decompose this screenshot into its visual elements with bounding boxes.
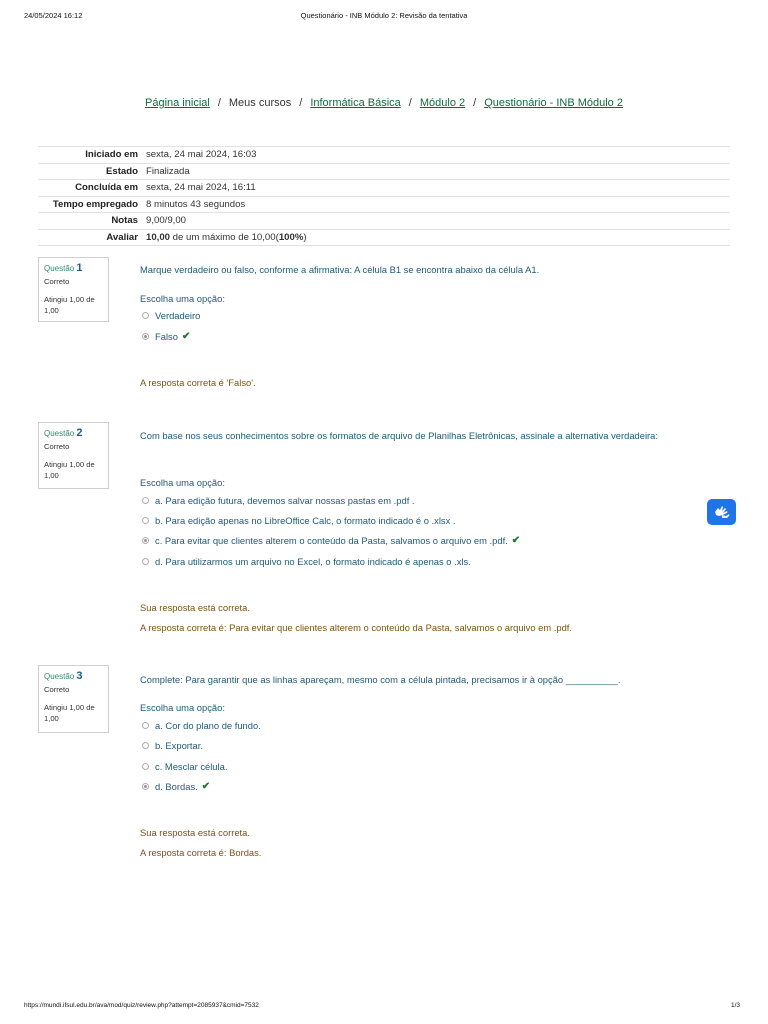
option-label: a. Cor do plano de fundo. [155, 720, 261, 731]
question-3-info [38, 665, 109, 733]
question-2-text: Com base nos seus conhecimentos sobre os formatos de arquivo de Planilhas Eletrônicas, assinale a alternativa verdadeira: [140, 430, 658, 441]
grade-value: 10,00 [146, 231, 171, 243]
question-2-option-c[interactable] [142, 535, 520, 546]
option-label: b. Exportar. [155, 740, 203, 751]
question-label: Questão [44, 429, 75, 438]
question-2-prompt: Escolha uma opção: [140, 477, 225, 488]
question-number: 2 [76, 427, 83, 439]
sign-language-hands-icon [712, 503, 732, 521]
summary-key: Iniciado em [38, 147, 142, 164]
summary-row [38, 213, 730, 230]
question-1-prompt: Escolha uma opção: [140, 293, 225, 304]
radio-button[interactable] [142, 722, 149, 729]
radio-button-checked[interactable] [142, 783, 149, 790]
question-3-option-c[interactable] [142, 761, 227, 772]
radio-button[interactable] [142, 763, 149, 770]
radio-button[interactable] [142, 558, 149, 565]
summary-row [38, 196, 730, 213]
breadcrumb-my-courses: Meus cursos [228, 97, 292, 109]
summary-row [38, 229, 730, 246]
option-label: a. Para edição futura, devemos salvar nossas pastas em .pdf . [155, 495, 415, 506]
breadcrumb-separator: / [473, 97, 477, 109]
question-grade: Atingiu 1,00 de 1,00 [44, 460, 95, 480]
question-1-option-true[interactable] [142, 310, 200, 321]
question-3-feedback: Sua resposta está correta. [140, 827, 250, 838]
question-1-text: Marque verdadeiro ou falso, conforme a afirmativa: A célula B1 se encontra abaixo da célula A1. [140, 264, 540, 275]
option-label: d. Bordas. [155, 781, 198, 792]
summary-key: Avaliar [38, 229, 142, 246]
print-page-number: 1/3 [730, 1002, 740, 1009]
check-icon: ✔ [511, 535, 521, 546]
question-3-option-a[interactable] [142, 720, 261, 731]
summary-value: sexta, 24 mai 2024, 16:11 [142, 180, 730, 197]
check-icon: ✔ [201, 781, 211, 792]
summary-key: Notas [38, 213, 142, 230]
summary-value: 8 minutos 43 segundos [142, 196, 730, 213]
question-state: Correto [44, 442, 70, 451]
summary-key: Estado [38, 163, 142, 180]
option-label: Verdadeiro [155, 310, 201, 321]
grade-percent: 100% [278, 231, 304, 243]
summary-key: Tempo empregado [38, 196, 142, 213]
question-grade: Atingiu 1,00 de 1,00 [44, 703, 95, 723]
radio-button[interactable] [142, 517, 149, 524]
grade-text: de um máximo de 10,00( [170, 231, 279, 243]
radio-button[interactable] [142, 497, 149, 504]
question-1-option-false[interactable] [142, 331, 190, 342]
question-2-option-b[interactable] [142, 515, 456, 526]
breadcrumb-separator: / [217, 97, 221, 109]
option-label: Falso [155, 331, 178, 342]
question-2-option-d[interactable] [142, 556, 471, 567]
breadcrumb-module-link[interactable]: Módulo 2 [419, 97, 466, 109]
summary-row [38, 147, 730, 164]
question-1-right-answer: A resposta correta é 'Falso'. [140, 377, 256, 388]
question-1-info [38, 257, 109, 322]
check-icon: ✔ [181, 331, 191, 342]
question-grade: Atingiu 1,00 de 1,00 [44, 295, 95, 315]
summary-value: Finalizada [142, 163, 730, 180]
breadcrumb [0, 97, 768, 109]
question-label: Questão [44, 672, 75, 681]
question-2-feedback: Sua resposta está correta. [140, 602, 250, 613]
question-3-text: Complete: Para garantir que as linhas apareçam, mesmo com a célula pintada, precisamos ir à opção __________. [140, 674, 621, 685]
print-title: Questionário - INB Módulo 2: Revisão da tentativa [300, 11, 468, 20]
question-3-right-answer: A resposta correta é: Bordas. [140, 847, 262, 858]
option-label: c. Mesclar célula. [155, 761, 228, 772]
radio-button[interactable] [142, 742, 149, 749]
grade-text-end: ) [303, 231, 307, 243]
question-2-right-answer: A resposta correta é: Para evitar que clientes alterem o conteúdo da Pasta, salvamos o arquivo em .pdf. [140, 622, 573, 633]
question-3-option-d[interactable] [142, 781, 210, 792]
accessibility-button[interactable] [707, 499, 736, 525]
question-label: Questão [44, 264, 75, 273]
radio-button-checked[interactable] [142, 537, 149, 544]
radio-button[interactable] [142, 312, 149, 319]
question-2-info [38, 422, 109, 489]
question-number: 3 [76, 670, 83, 682]
summary-key: Concluída em [38, 180, 142, 197]
attempt-summary-table [38, 146, 730, 246]
question-state: Correto [44, 277, 70, 286]
summary-value [142, 229, 730, 246]
print-datetime: 24/05/2024 16:12 [24, 11, 83, 20]
breadcrumb-separator: / [299, 97, 303, 109]
summary-value: sexta, 24 mai 2024, 16:03 [142, 147, 730, 164]
question-number: 1 [76, 262, 83, 274]
summary-value: 9,00/9,00 [142, 213, 730, 230]
breadcrumb-separator: / [408, 97, 412, 109]
print-url: https://mundi.ifsul.edu.br/ava/mod/quiz/review.php?attempt=2085937&cmid=7532 [24, 1002, 259, 1009]
option-label: d. Para utilizarmos um arquivo no Excel, o formato indicado é apenas o .xls. [155, 556, 471, 567]
question-2-option-a[interactable] [142, 495, 415, 506]
question-3-prompt: Escolha uma opção: [140, 702, 225, 713]
summary-row [38, 180, 730, 197]
breadcrumb-quiz-link[interactable]: Questionário - INB Módulo 2 [484, 97, 623, 109]
breadcrumb-course-link[interactable]: Informática Básica [310, 97, 401, 109]
breadcrumb-home-link[interactable]: Página inicial [145, 97, 210, 109]
option-label: b. Para edição apenas no LibreOffice Calc, o formato indicado é o .xlsx . [155, 515, 456, 526]
radio-button-checked[interactable] [142, 333, 149, 340]
question-3-option-b[interactable] [142, 740, 203, 751]
option-label: c. Para evitar que clientes alterem o conteúdo da Pasta, salvamos o arquivo em .pdf. [155, 535, 508, 546]
question-state: Correto [44, 685, 70, 694]
summary-row [38, 163, 730, 180]
